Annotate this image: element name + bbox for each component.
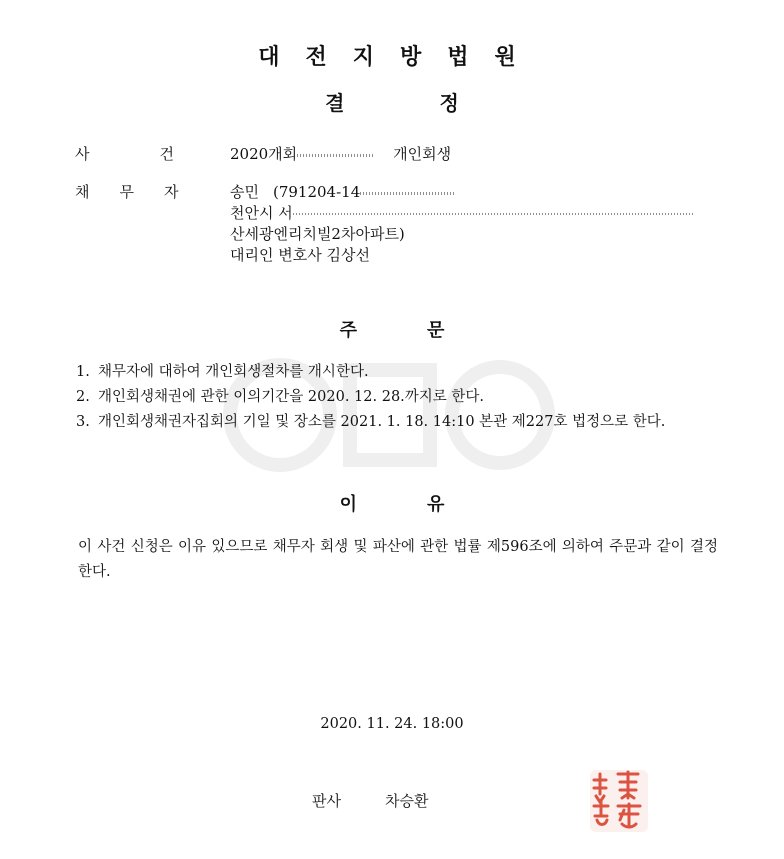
order-item-text: 채무자에 대하여 개인회생절차를 개시한다.	[98, 364, 369, 380]
debtor-id: (791204-14	[272, 183, 361, 201]
debtor-address-start: 천안시 서	[230, 204, 293, 222]
order-item-text: 개인회생채권자집회의 기일 및 장소를 2021. 1. 18. 14:10 본관 제227호 법정으로 한다.	[98, 414, 666, 430]
debtor-name: 송민	[230, 183, 259, 201]
judge-signature-line	[312, 790, 428, 811]
redaction-mark	[293, 213, 693, 215]
document-title-right: 정	[439, 91, 459, 115]
decision-date: 2020. 11. 24. 18:00	[320, 716, 464, 732]
judge-seal-icon	[588, 768, 650, 834]
document-title-left: 결	[325, 91, 345, 115]
debtor-label: 채무자	[75, 183, 209, 201]
order-heading-left: 주	[339, 320, 357, 341]
redaction-mark	[360, 192, 455, 195]
reason-heading-left: 이	[339, 494, 357, 515]
court-name: 대전지방법원	[258, 45, 542, 70]
order-item-number: 1.	[76, 364, 90, 380]
reason-heading-right: 유	[427, 494, 445, 515]
document-title	[0, 87, 784, 116]
debtor-address-line1	[230, 202, 693, 223]
judge-name: 차승환	[384, 792, 429, 810]
reason-heading	[0, 490, 784, 516]
order-item-number: 3.	[76, 414, 90, 430]
order-heading	[0, 316, 784, 342]
case-label: 사건	[75, 145, 244, 163]
order-item-number: 2.	[76, 389, 90, 405]
case-number	[230, 143, 451, 164]
debtor-name-line	[230, 181, 455, 202]
debtor-address-line2: 산세광엔리치빌2차아파트)	[230, 225, 405, 243]
order-heading-right: 문	[427, 320, 445, 341]
debtor-agent: 대리인 변호사 김상선	[230, 246, 370, 264]
order-item	[76, 385, 716, 410]
order-item-text: 개인회생채권에 관한 이의기간을 2020. 12. 28.까지로 한다.	[98, 389, 485, 405]
case-number-prefix: 2020개회	[230, 145, 298, 163]
order-list	[76, 360, 716, 435]
judge-title: 판사	[312, 792, 341, 810]
order-item	[76, 410, 716, 435]
reason-text: 이 사건 신청은 이유 있으므로 채무자 회생 및 파산에 관한 법률 제596조에 의하여 주문과 같이 결정한다.	[78, 539, 718, 580]
redaction-mark	[297, 154, 375, 157]
case-type: 개인회생	[393, 145, 452, 163]
order-item	[76, 360, 716, 385]
